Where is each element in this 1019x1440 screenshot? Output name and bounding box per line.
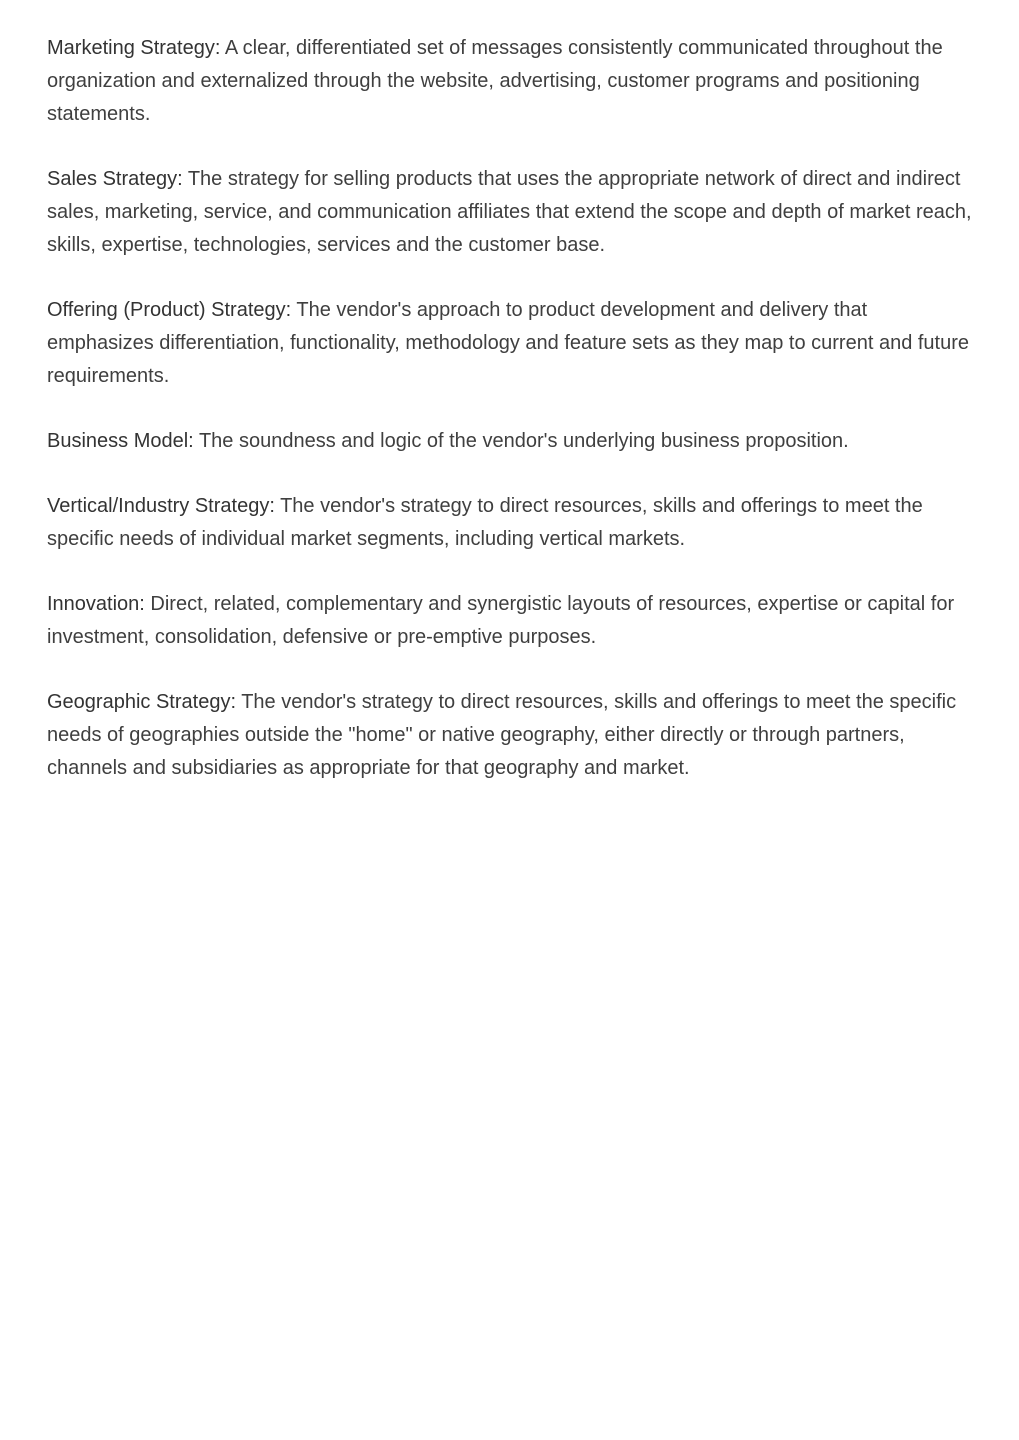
entry-innovation [47, 588, 977, 654]
term-definition: The vendor's approach to product development and delivery that emphasizes differentiation, functionality, methodology and feature sets as they map to current and future requirements. [47, 299, 970, 387]
term-definition: The vendor's strategy to direct resources, skills and offerings to meet the specific needs of geographies outside the "home" or native geography, either directly or through partners, channels and subsidiaries as appropriate for that geography and market. [47, 691, 957, 779]
term-definition: A clear, differentiated set of messages consistently communicated throughout the organization and externalized through the website, advertising, customer programs and positioning statements. [47, 37, 943, 125]
term-label: Business Model: [47, 430, 194, 452]
term-definition: The soundness and logic of the vendor's underlying business proposition. [193, 430, 849, 452]
term-definition: Direct, related, complementary and synergistic layouts of resources, expertise or capital for investment, consolidation, defensive or pre-emptive purposes. [47, 593, 955, 648]
entry-business-model [47, 425, 977, 458]
entry-geographic-strategy [47, 686, 977, 785]
term-label: Sales Strategy: [47, 168, 183, 190]
entry-vertical-industry-strategy [47, 490, 977, 556]
term-label: Offering (Product) Strategy: [47, 299, 292, 321]
term-label: Geographic Strategy: [47, 691, 236, 713]
entry-sales-strategy [47, 163, 977, 262]
definitions-list [47, 32, 977, 817]
term-definition: The strategy for selling products that uses the appropriate network of direct and indirect sales, marketing, service, and communication affiliates that extend the scope and depth of market reach, skills, expertise, technologies, services and the customer base. [47, 168, 972, 256]
entry-marketing-strategy [47, 32, 977, 131]
term-label: Innovation: [47, 593, 145, 615]
term-label: Marketing Strategy: [47, 37, 221, 59]
term-label: Vertical/Industry Strategy: [47, 495, 275, 517]
entry-offering-strategy [47, 294, 977, 393]
term-definition: The vendor's strategy to direct resources, skills and offerings to meet the specific needs of individual market segments, including vertical markets. [47, 495, 923, 550]
